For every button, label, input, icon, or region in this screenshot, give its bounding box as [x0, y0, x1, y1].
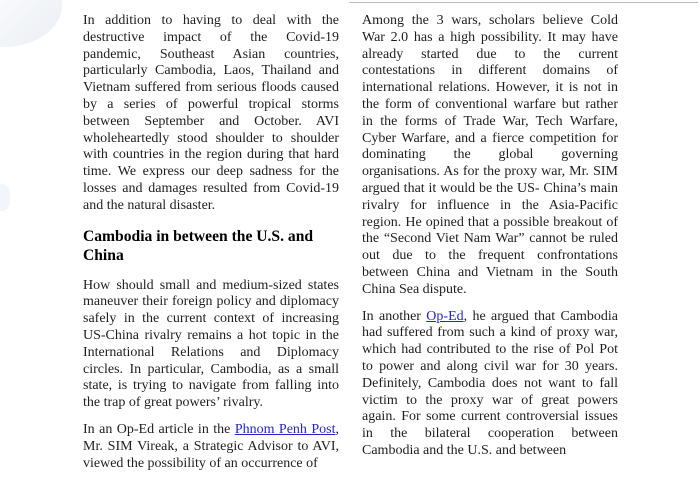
cropped-image-fragment — [0, 0, 62, 47]
op-ed-link[interactable]: Op-Ed — [426, 308, 464, 324]
cropped-image-fragment-small — [0, 184, 10, 211]
left-column — [83, 13, 339, 482]
paragraph-proxy-war — [362, 309, 618, 460]
proxy-text-after: , he argued that Cambodia had suffered from such a kind of proxy war, which had contributed to the rise of Pol Pot to power and along civil war for 30 years. Definitely, Cambodia does not want to fall victim to the proxy war of great powers again. For some current controversial issues in the bilateral cooperation between Cambodia and the U.S. and between — [362, 308, 618, 458]
paragraph-us-china-rivalry: How should small and medium-sized states maneuver their foreign policy and diplomacy safely in the current context of increasing US-China rivalry remains a hot topic in the International Relations and Diplomacy circles. In particular, Cambodia, as a small state, is trying to navigate from falling into the trap of great powers’ rivalry. — [83, 277, 339, 411]
paragraph-three-wars: Among the 3 wars, scholars believe Cold War 2.0 has a high possibility. It may have already started due to the current contestations in different domains of international relations. However, it is not in the form of conventional warfare but rather in the forms of Trade War, Tech Warfare, Cyber Warfare, and a fierce competition for dominating the global governing organisations. As for the proxy war, Mr. SIM argued that it would be the US- China’s main rivalry for influence in the Asia-Pacific region. He opined that a possible breakout of the “Second Viet Nam War” cannot be ruled out due to the frequent confrontations between China and Vietnam in the South China Sea dispute. — [362, 13, 618, 297]
paragraph-covid-floods: In addition to having to deal with the destructive impact of the Covid-19 pandemic, Southeast Asian countries, particularly Cambodia, Laos, Thailand and Vietnam suffered from serious floods caused by a series of powerful tropical storms between September and October. AVI wholeheartedly stood shoulder to shoulder with countries in the region during that hard time. We express our deep sadness for the losses and damages resulted from Covid-19 and the natural disaster. — [83, 13, 339, 213]
document-page-body — [83, 13, 618, 482]
section-heading-cambodia-us-china: Cambodia in between the U.S. and China — [83, 227, 314, 264]
oped-text-before: In an Op-Ed article in the — [83, 421, 235, 437]
paragraph-oped-phnom-penh — [83, 422, 339, 472]
proxy-text-before: In another — [362, 308, 427, 324]
right-column — [362, 13, 618, 482]
oped-text-after: , Mr. SIM Vireak, a Strategic Advisor to AVI, viewed the possibility of an occurrence of — [83, 421, 339, 471]
phnom-penh-post-link[interactable]: Phnom Penh Post — [234, 421, 336, 437]
top-divider-line — [349, 2, 698, 3]
